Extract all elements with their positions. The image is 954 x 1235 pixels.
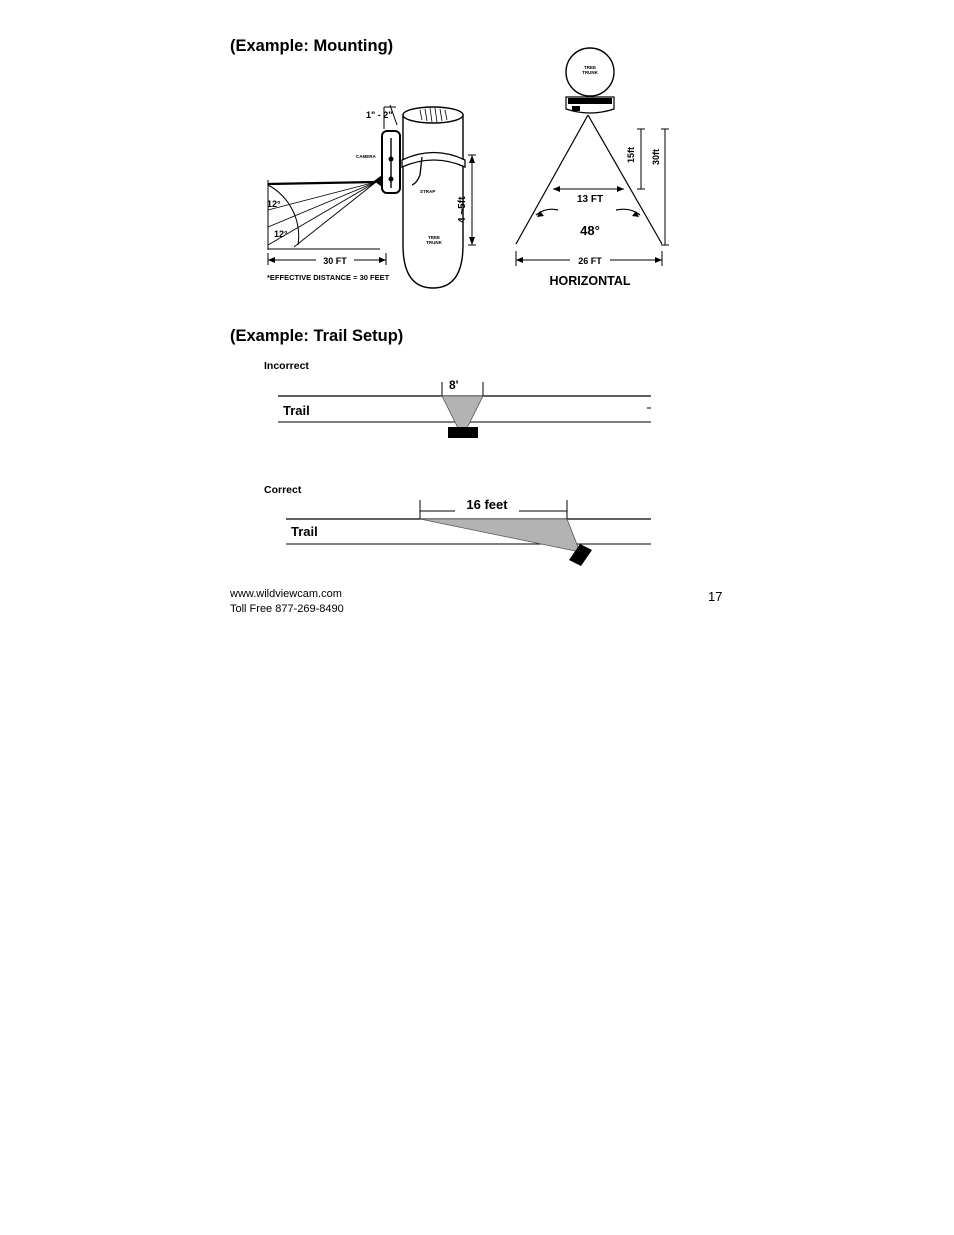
mounting-side-svg xyxy=(262,45,487,290)
mount-height-label: 4 ~5ft xyxy=(457,196,468,223)
distance-label: 30 FT xyxy=(323,256,347,266)
incorrect-trail-label: Trail xyxy=(283,403,310,418)
footer-phone: Toll Free 877-269-8490 xyxy=(230,603,344,615)
near-depth-label: 15ft xyxy=(626,146,636,163)
strap-label: STRAP xyxy=(420,189,436,194)
footer-contact xyxy=(230,587,344,617)
effective-distance-label: *EFFECTIVE DISTANCE = 30 FEET xyxy=(267,273,390,282)
far-depth-label: 30ft xyxy=(651,148,661,165)
mounting-top-diagram xyxy=(510,45,670,290)
camera-label: CAMERA xyxy=(356,154,376,159)
near-width-label: 13 FT xyxy=(576,194,604,205)
angle-lower-label: 12° xyxy=(274,229,288,239)
mounting-top-svg xyxy=(510,45,670,290)
footer-website[interactable]: www.wildviewcam.com xyxy=(230,588,342,600)
incorrect-label: Incorrect xyxy=(264,360,309,372)
trail-correct-svg xyxy=(262,482,657,572)
tree-trunk-label-1: TREE xyxy=(427,235,441,240)
tree-trunk-shape xyxy=(403,115,463,288)
incorrect-detection-zone xyxy=(442,396,483,428)
tree-trunk-label-2: TRUNK xyxy=(426,240,442,245)
angle-label: 48° xyxy=(580,223,600,238)
gap-label: 1" - 2" xyxy=(366,110,393,120)
incorrect-camera xyxy=(448,427,478,438)
top-tree-label-2: TRUNK xyxy=(582,70,598,75)
incorrect-width-label: 8' xyxy=(449,378,459,392)
correct-label: Correct xyxy=(264,484,302,496)
trail-correct-diagram xyxy=(262,482,657,572)
far-width-label: 26 FT xyxy=(578,256,602,266)
correct-detection-zone xyxy=(420,519,580,552)
horizontal-caption: HORIZONTAL xyxy=(549,274,631,288)
correct-width-label: 16 feet xyxy=(466,497,508,512)
angle-upper-label: 12° xyxy=(267,199,281,209)
mounting-heading: (Example: Mounting) xyxy=(230,37,394,55)
page-number: 17 xyxy=(708,589,723,604)
top-tree-label-1: TREE xyxy=(583,65,597,70)
trail-incorrect-diagram xyxy=(262,358,657,443)
tree-trunk-top xyxy=(403,107,463,123)
correct-trail-label: Trail xyxy=(291,524,318,539)
trail-incorrect-svg xyxy=(262,358,657,443)
mounting-side-diagram xyxy=(262,45,487,290)
trail-heading: (Example: Trail Setup) xyxy=(230,327,404,345)
